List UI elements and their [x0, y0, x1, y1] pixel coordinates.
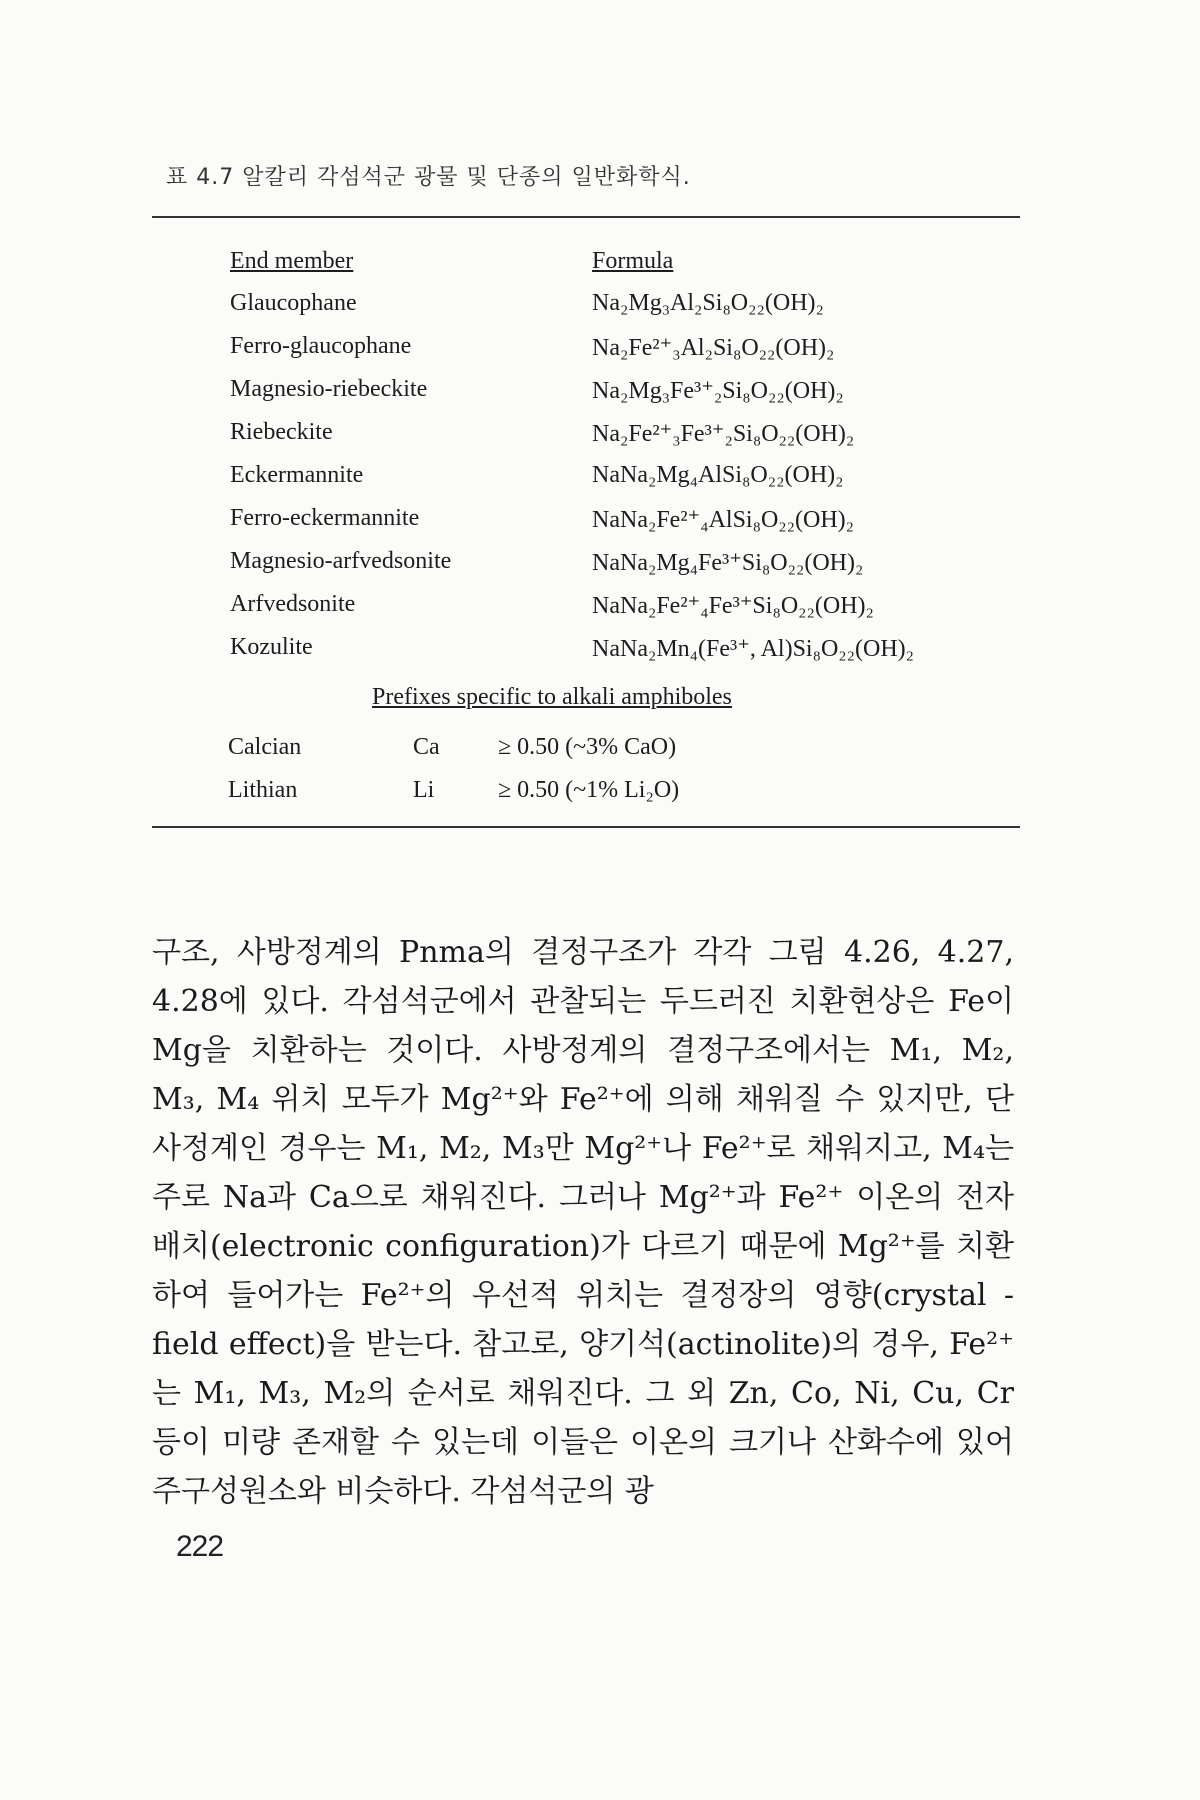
- header-end-member: End member: [230, 248, 354, 274]
- table-row: [0, 591, 1200, 627]
- table-header-row: [0, 248, 1200, 284]
- table-row: [0, 548, 1200, 584]
- end-member-name: Kozulite: [230, 634, 313, 660]
- end-member-name: Arfvedsonite: [230, 591, 356, 617]
- formula: NaNa₂Fe²⁺₄Fe³⁺Si₈O₂₂(OH)₂: [592, 593, 874, 619]
- table-bottom-rule: [152, 826, 1020, 828]
- formula: NaNa₂Mg₄AlSi₈O₂₂(OH)₂: [592, 462, 844, 488]
- end-member-name: Ferro-glaucophane: [230, 333, 412, 359]
- page-number: 222: [176, 1530, 224, 1563]
- table-row: [0, 376, 1200, 412]
- table-row: [0, 419, 1200, 455]
- table-row: [0, 462, 1200, 498]
- prefix-name: Lithian: [228, 777, 298, 803]
- table-row: [0, 333, 1200, 369]
- header-formula: Formula: [592, 248, 674, 274]
- end-member-name: Ferro-eckermannite: [230, 505, 420, 531]
- end-member-name: Riebeckite: [230, 419, 333, 445]
- table-row: [0, 505, 1200, 541]
- formula: Na₂Mg₃Al₂Si₈O₂₂(OH)₂: [592, 290, 824, 316]
- table-row: [0, 634, 1200, 670]
- table-top-rule: [152, 216, 1020, 218]
- prefix-heading: Prefixes specific to alkali amphiboles: [372, 684, 732, 710]
- body-paragraph: 구조, 사방정계의 Pnma의 결정구조가 각각 그림 4.26, 4.27, 4.28에 있다. 각섬석군에서 관찰되는 두드러진 치환현상은 Fe이 Mg을 치환하는 것이다. 사방정계의 결정구조에서는 M₁, M₂, M₃, M₄ 위치 모두가 Mg²⁺와 Fe²⁺에 의해 채워질 수 있지만, 단사정계인 경우는 M₁, M₂, M₃만 Mg²⁺나 Fe²⁺로 채워지고, M₄는 주로 Na과 Ca으로 채워진다. 그러나 Mg²⁺과 Fe²⁺ 이온의 전자배치(electronic configuration)가 다르기 때문에 Mg²⁺를 치환하여 들어가는 Fe²⁺의 우선적 위치는 결정장의 영향(crystal - field effect)을 받는다. 참고로, 양기석(actinolite)의 경우, Fe²⁺는 M₁, M₃, M₂의 순서로 채워진다. 그 외 Zn, Co, Ni, Cu, Cr 등이 미량 존재할 수 있는데 이들은 이온의 크기나 산화수에 있어 주구성원소와 비슷하다. 각섬석군의 광: [152, 935, 1014, 1509]
- formula: NaNa₂Fe²⁺₄AlSi₈O₂₂(OH)₂: [592, 507, 855, 533]
- formula: NaNa₂Mg₄Fe³⁺Si₈O₂₂(OH)₂: [592, 550, 864, 576]
- table-row: [0, 290, 1200, 326]
- prefix-element: Ca: [413, 734, 440, 760]
- prefix-condition: ≥ 0.50 (~1% Li₂O): [498, 777, 680, 803]
- formula: Na₂Fe²⁺₃Al₂Si₈O₂₂(OH)₂: [592, 335, 835, 361]
- formula: Na₂Mg₃Fe³⁺₂Si₈O₂₂(OH)₂: [592, 378, 844, 404]
- formula: Na₂Fe²⁺₃Fe³⁺₂Si₈O₂₂(OH)₂: [592, 421, 855, 447]
- end-member-name: Glaucophane: [230, 290, 357, 316]
- table-caption: 표 4.7 알칼리 각섬석군 광물 및 단종의 일반화학식.: [166, 165, 691, 190]
- prefix-name: Calcian: [228, 734, 302, 760]
- prefix-element: Li: [413, 777, 435, 803]
- end-member-name: Magnesio-arfvedsonite: [230, 548, 452, 574]
- end-member-name: Magnesio-riebeckite: [230, 376, 428, 402]
- prefix-condition: ≥ 0.50 (~3% CaO): [498, 734, 677, 760]
- formula: NaNa₂Mn₄(Fe³⁺, Al)Si₈O₂₂(OH)₂: [592, 636, 915, 662]
- end-member-name: Eckermannite: [230, 462, 364, 488]
